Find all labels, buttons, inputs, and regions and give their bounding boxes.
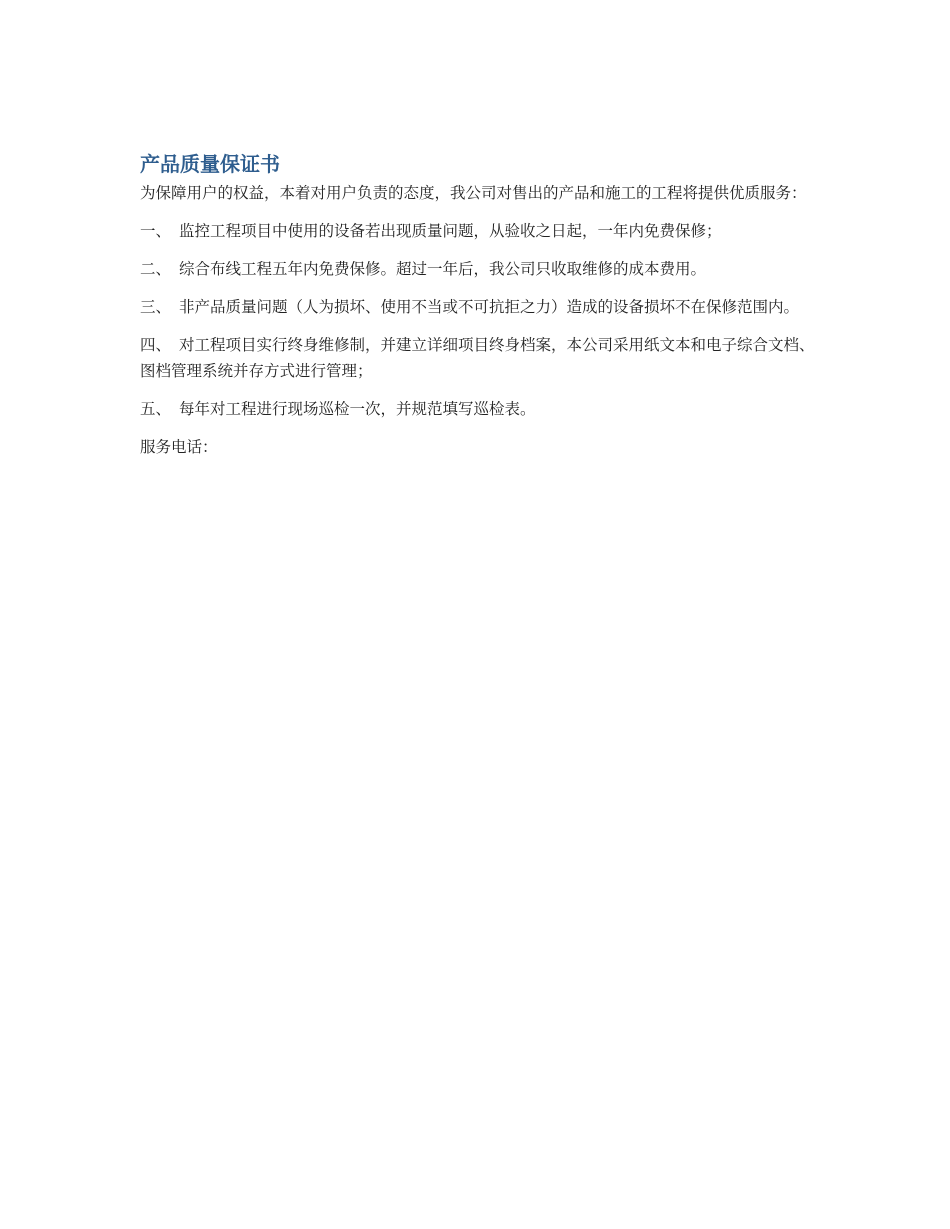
service-phone-label: 服务电话： (140, 438, 218, 456)
clause-5 (140, 396, 820, 422)
clause-text: 每年对工程进行现场巡检一次，并规范填写巡检表。 (179, 400, 536, 418)
clause-text: 对工程项目实行终身维修制，并建立详细项目终身档案，本公司采用纸文本和电子综合文档、图档管理系统并存方式进行管理； (140, 336, 815, 380)
clause-text: 综合布线工程五年内免费保修。超过一年后，我公司只收取维修的成本费用。 (179, 260, 707, 278)
clause-text: 监控工程项目中使用的设备若出现质量问题，从验收之日起，一年内免费保修； (179, 222, 722, 240)
clause-3 (140, 294, 820, 320)
clause-1 (140, 218, 820, 244)
clause-number: 五、 (140, 400, 172, 418)
clause-number: 三、 (140, 298, 172, 316)
document-content (140, 150, 820, 472)
clause-4 (140, 332, 820, 384)
clause-number: 二、 (140, 260, 172, 278)
clause-2 (140, 256, 820, 282)
clause-number: 四、 (140, 336, 172, 354)
intro-paragraph: 为保障用户的权益，本着对用户负责的态度，我公司对售出的产品和施工的工程将提供优质服务： (140, 184, 807, 202)
clause-text: 非产品质量问题（人为损坏、使用不当或不可抗拒之力）造成的设备损坏不在保修范围内。 (179, 298, 800, 316)
document-title: 产品质量保证书 (140, 152, 280, 176)
clause-number: 一、 (140, 222, 172, 240)
